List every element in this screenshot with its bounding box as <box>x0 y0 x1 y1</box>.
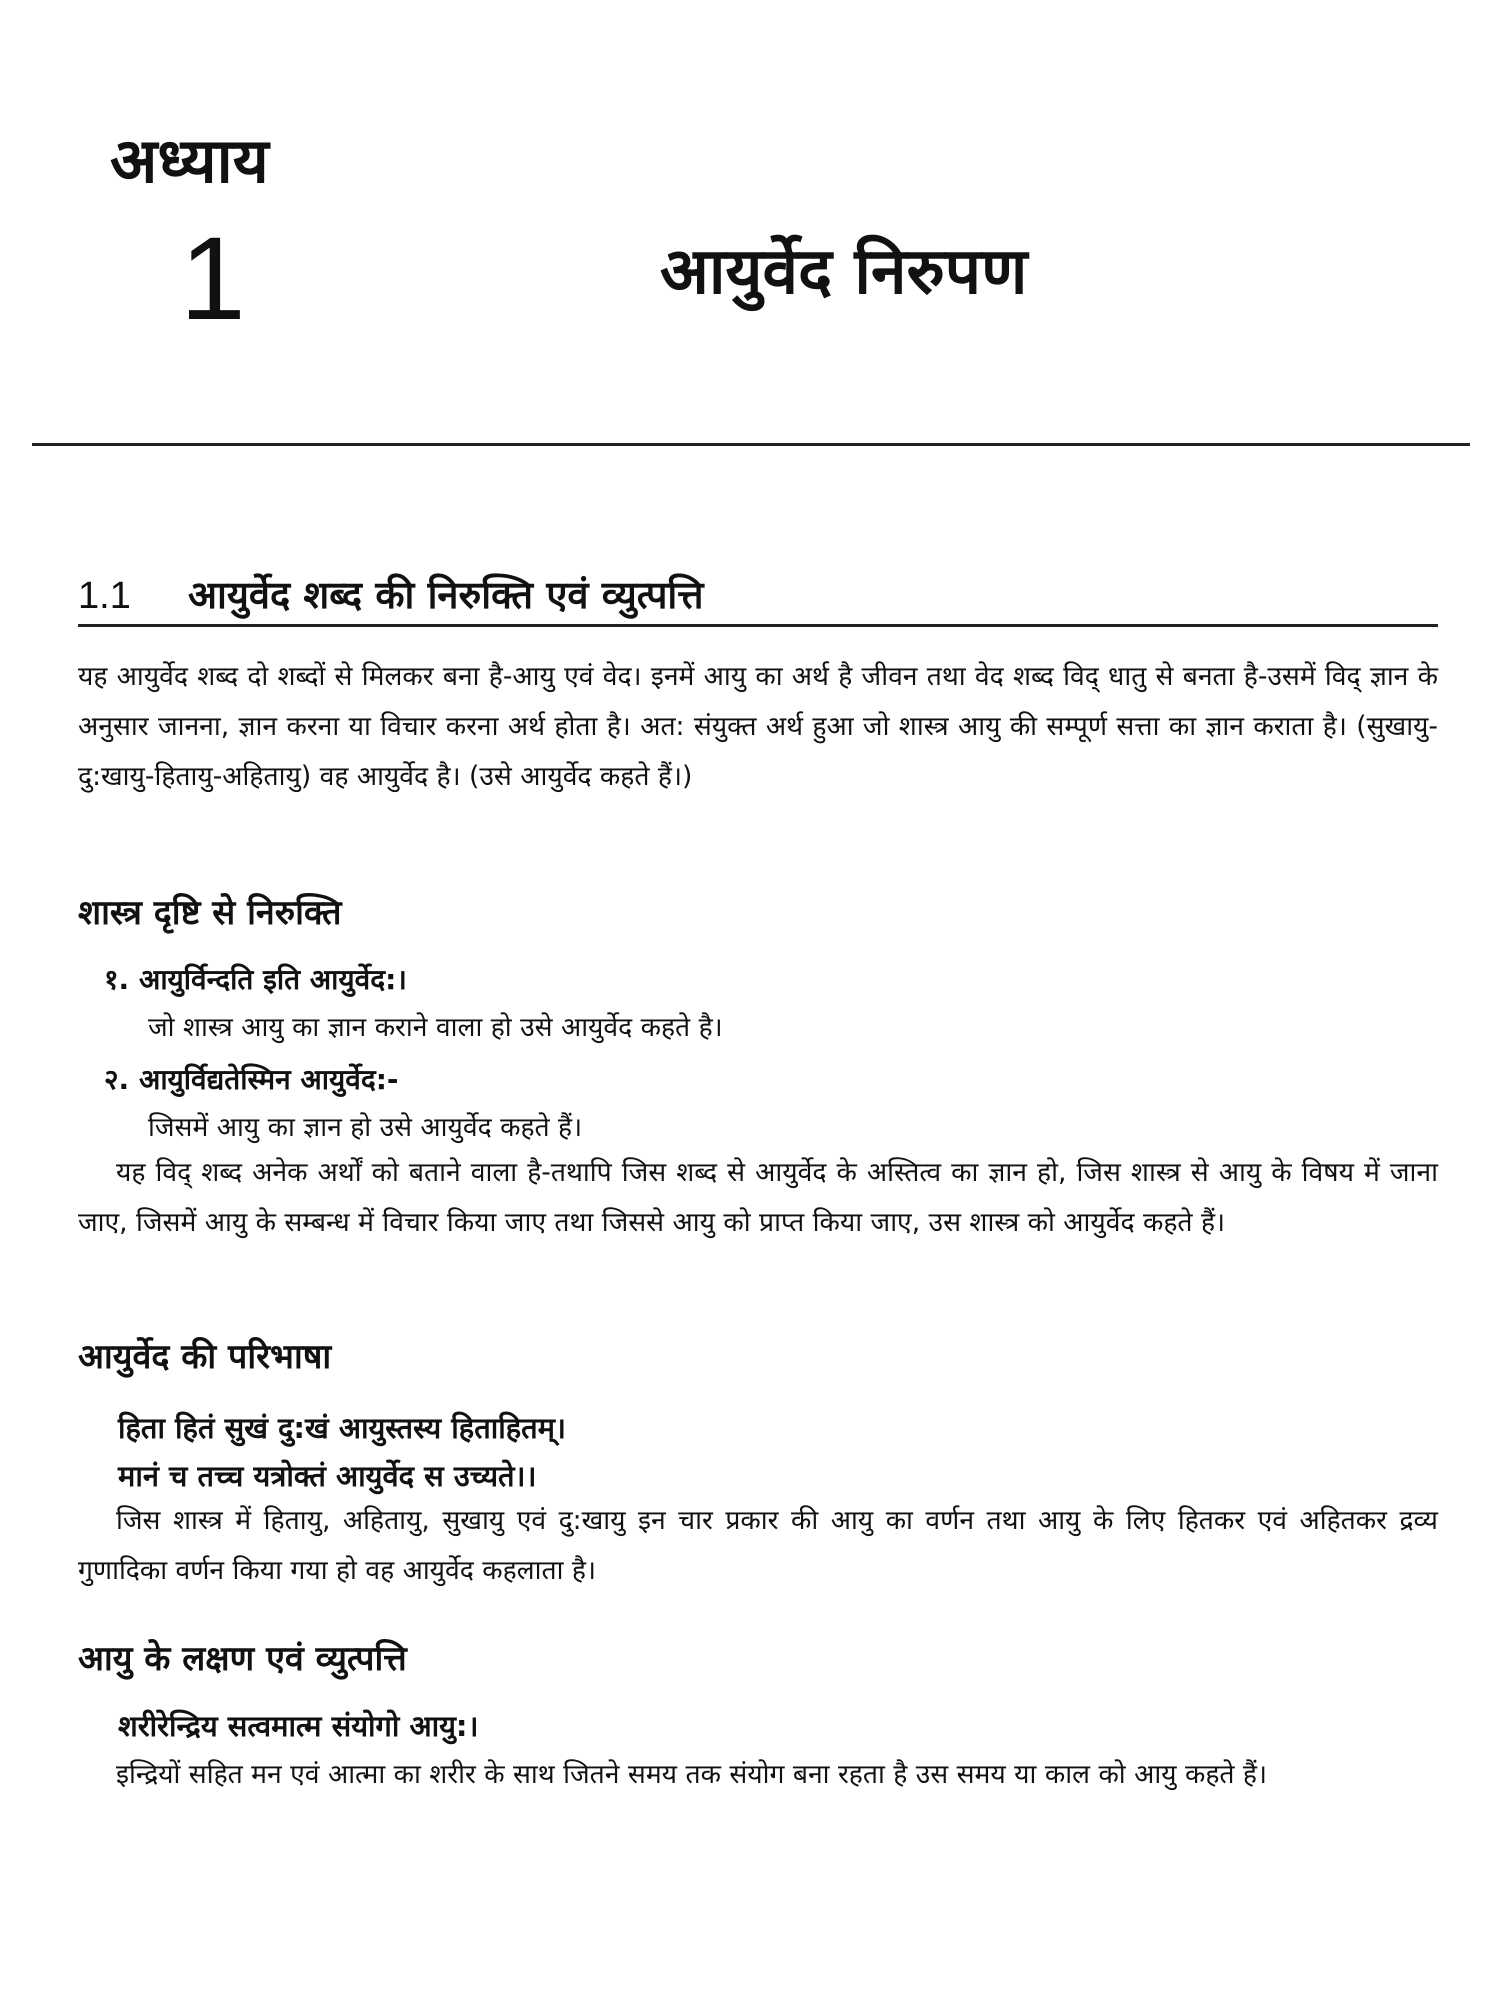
section-divider <box>78 624 1438 627</box>
definition-shloka-line-2: मानं च तच्च यत्रोक्तं आयुर्वेद स उच्यते।। <box>118 1459 537 1493</box>
definition-item-1-desc: जो शास्त्र आयु का ज्ञान कराने वाला हो उसे आयुर्वेद कहते है। <box>148 1012 723 1043</box>
chapter-number: 1 <box>180 213 246 345</box>
ayu-heading: आयु के लक्षण एवं व्युत्पत्ति <box>78 1639 407 1679</box>
definition-shloka-line-1: हिता हितं सुखं दु:खं आयुस्तस्य हिताहितम्। <box>118 1411 567 1445</box>
section-title-text: आयुर्वेद शब्द की निरुक्ति एवं व्युत्पत्ति <box>188 573 704 617</box>
ayu-paragraph: इन्द्रियों सहित मन एवं आत्मा का शरीर के साथ जितने समय तक संयोग बना रहता है उस समय या काल को आयु कहते हैं। <box>116 1759 1268 1790</box>
definition-item-1: १. आयुर्विन्दति इति आयुर्वेद:। <box>104 963 407 996</box>
shastra-heading: शास्त्र दृष्टि से निरुक्ति <box>78 893 342 933</box>
definition-heading: आयुर्वेद की परिभाषा <box>78 1337 332 1377</box>
definition-paragraph: जिस शास्त्र में हितायु, अहितायु, सुखायु एवं दु:खायु इन चार प्रकार की आयु का वर्णन तथा आयु के लिए हितकर एवं अहितकर द्रव्य गुणादिका वर्णन किया गया हो वह आयुर्वेद कहलाता है। <box>78 1505 1438 1586</box>
definition-item-2-desc: जिसमें आयु का ज्ञान हो उसे आयुर्वेद कहते हैं। <box>148 1112 583 1143</box>
shastra-paragraph: यह विद् शब्द अनेक अर्थों को बताने वाला है-तथापि जिस शब्द से आयुर्वेद के अस्तित्व का ज्ञान हो, जिस शास्त्र से आयु के विषय में जाना जाए, जिसमें आयु के सम्बन्ध में विचार किया जाए तथा जिससे आयु को प्राप्त किया जाए, उस शास्त्र को आयुर्वेद कहते हैं। <box>78 1157 1438 1238</box>
chapter-title: आयुर्वेद निरुपण <box>660 235 1028 309</box>
ayu-shloka: शरीरेन्द्रिय सत्वमात्म संयोगो आयु:। <box>118 1709 479 1743</box>
chapter-divider <box>32 443 1470 446</box>
section-heading <box>78 568 1438 620</box>
chapter-label: अध्याय <box>110 124 269 197</box>
section-number: 1.1 <box>78 575 131 617</box>
definition-item-2: २. आयुर्विद्यतेस्मिन आयुर्वेद:- <box>104 1063 399 1096</box>
intro-paragraph: यह आयुर्वेद शब्द दो शब्दों से मिलकर बना है-आयु एवं वेद। इनमें आयु का अर्थ है जीवन तथा वेद शब्द विद् धातु से बनता है-उसमें विद् ज्ञान के अनुसार जानना, ज्ञान करना या विचार करना अर्थ होता है। अत: संयुक्त अर्थ हुआ जो शास्त्र आयु की सम्पूर्ण सत्ता का ज्ञान कराता है। (सुखायु-दु:खायु-हितायु-अहितायु) वह आयुर्वेद है। (उसे आयुर्वेद कहते हैं।) <box>78 661 1438 792</box>
